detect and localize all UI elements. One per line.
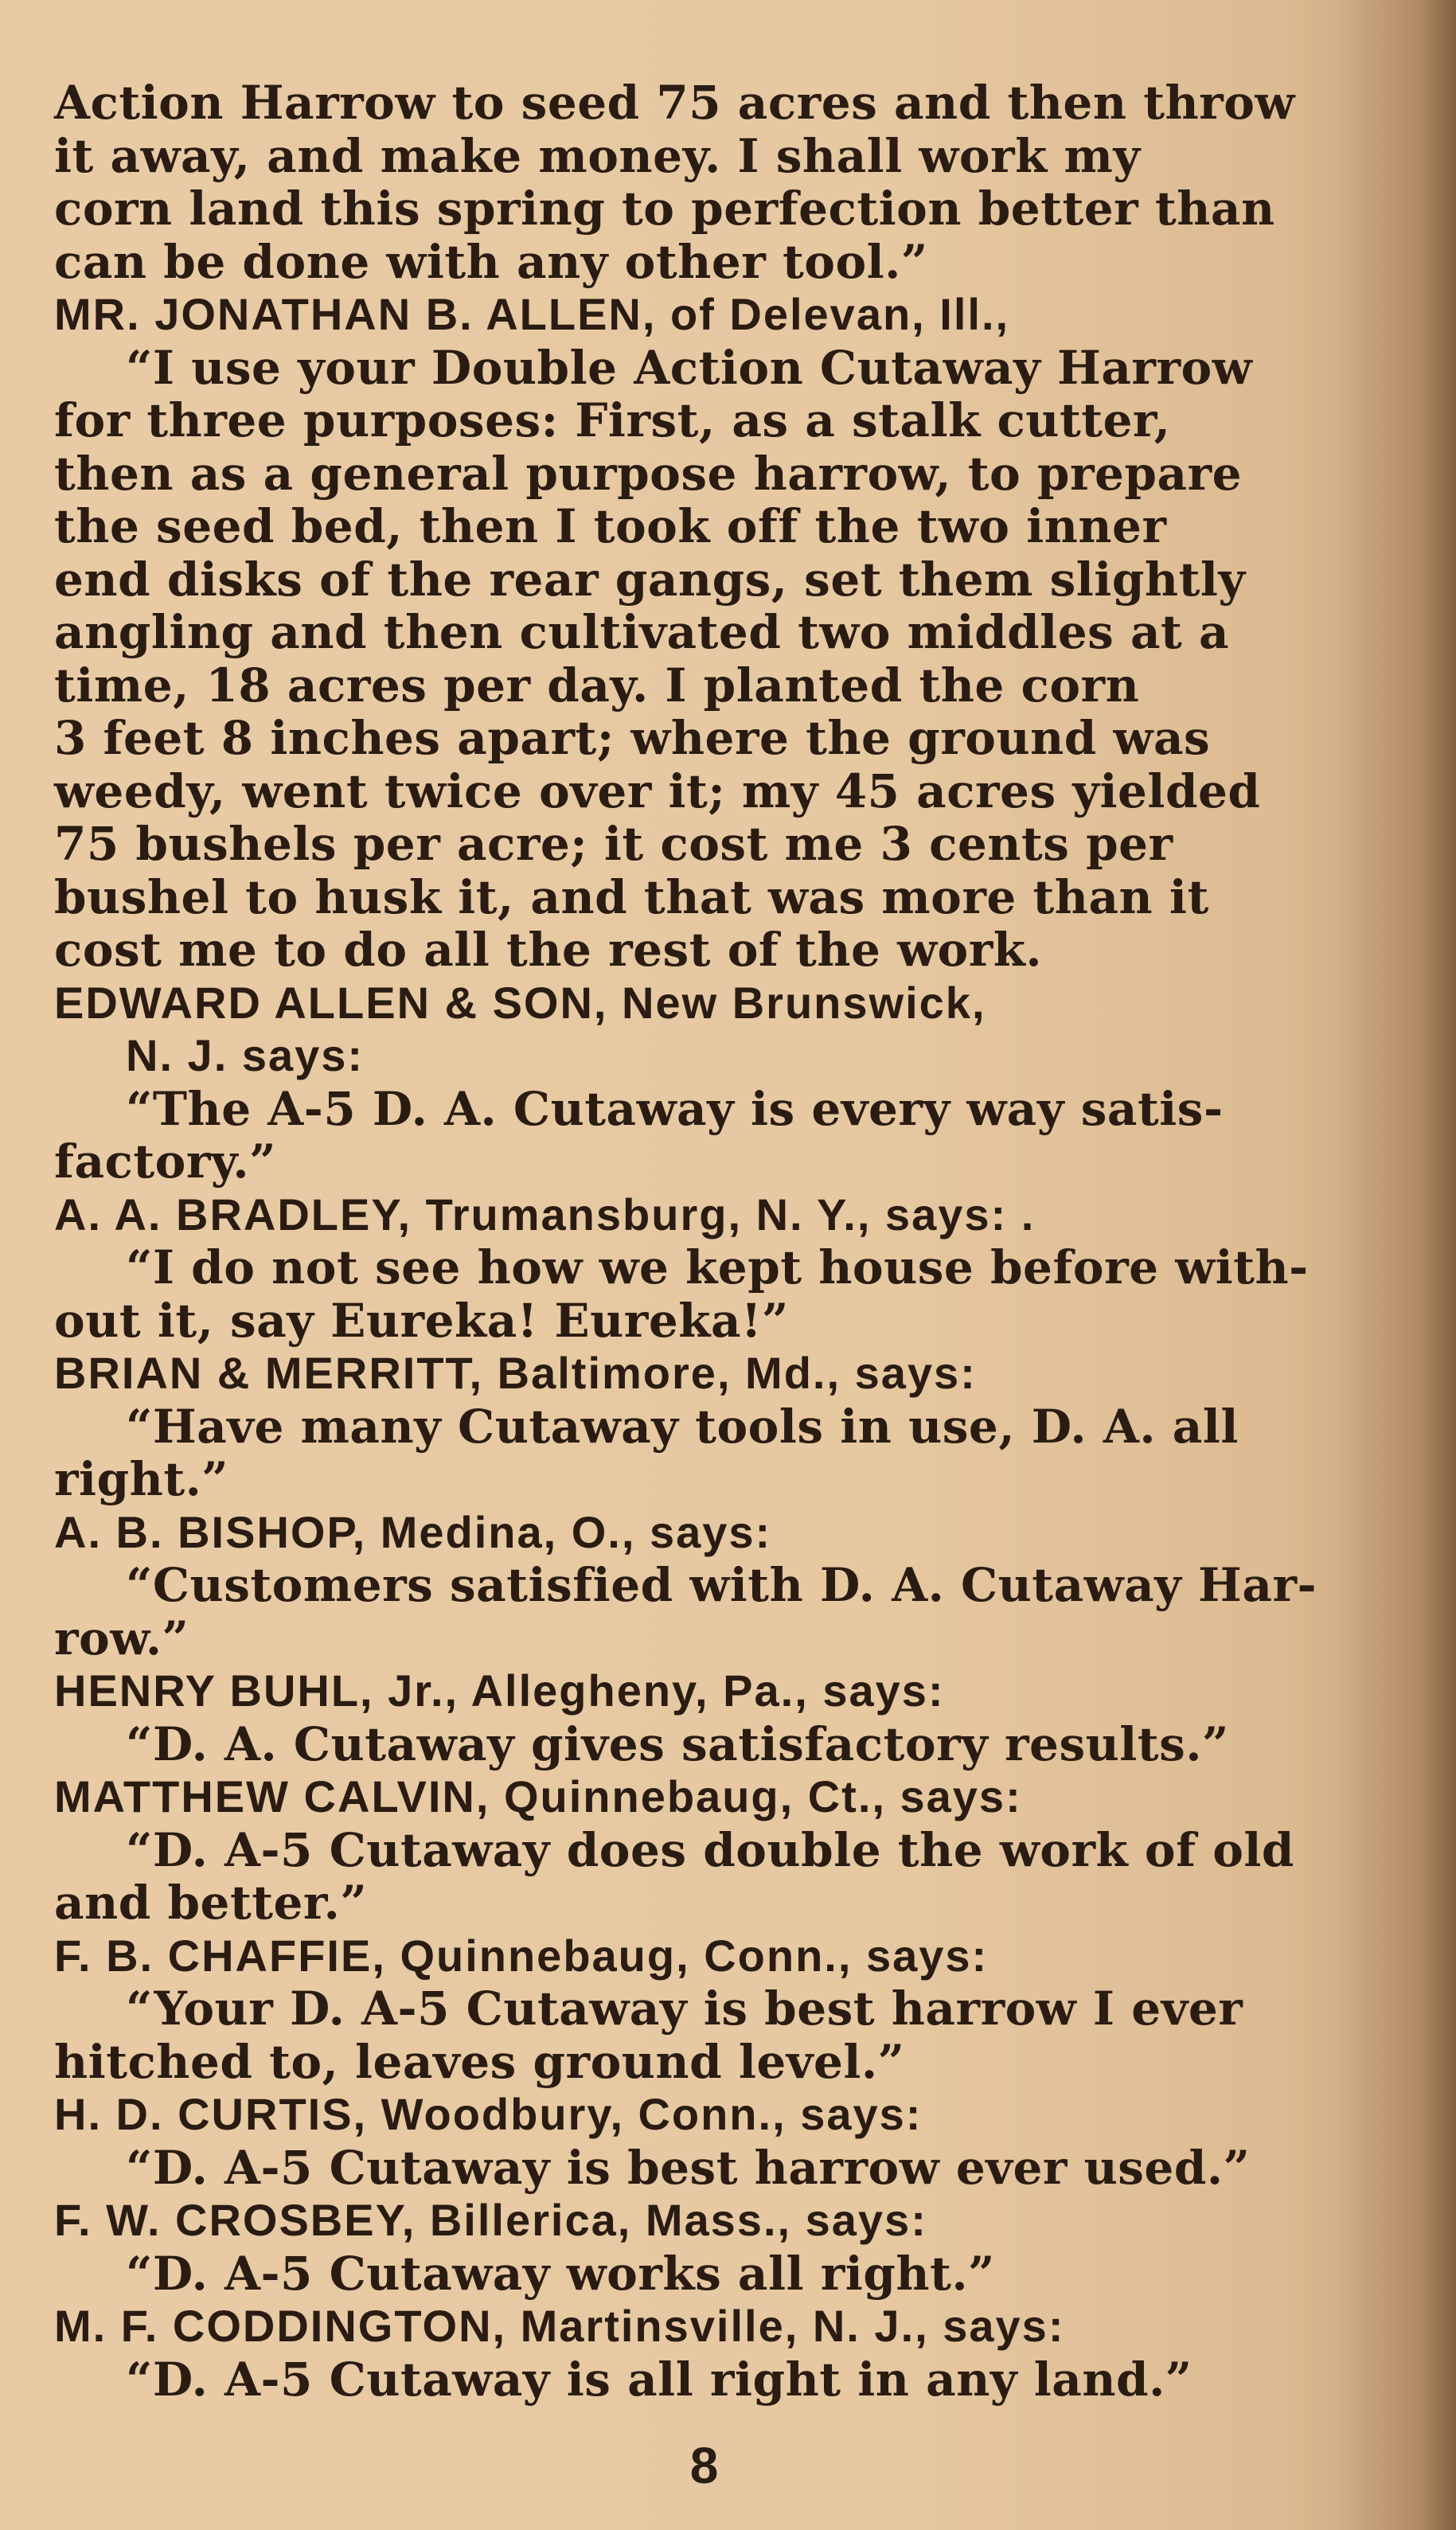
testimonial-text-line: for three purposes: First, as a stalk cutter,: [54, 393, 1171, 447]
testimonial-text-line: out it, say Eureka! Eureka!”: [54, 1293, 789, 1348]
testimonials-text: [54, 76, 1344, 2406]
testimonial-text-line: row.”: [54, 1611, 189, 1665]
testimonial-name-line: MATTHEW CALVIN, Quinnebaug, Ct., says:: [54, 1771, 1022, 1821]
testimonial-text-line: “D. A-5 Cutaway does double the work of old: [126, 1822, 1294, 1877]
testimonial-text-line: 75 bushels per acre; it cost me 3 cents per: [54, 817, 1173, 871]
testimonial-text-line: angling and then cultivated two middles at a: [54, 605, 1230, 659]
testimonial-name-line: H. D. CURTIS, Woodbury, Conn., says:: [54, 2089, 923, 2139]
testimonial-name-line: F. B. CHAFFIE, Quinnebaug, Conn., says:: [54, 1930, 989, 1981]
testimonial-text-line: “The A-5 D. A. Cutaway is every way satis-: [126, 1081, 1224, 1136]
testimonial-text-line: factory.”: [54, 1134, 276, 1189]
page-number: 8: [689, 2437, 719, 2494]
testimonial-name-line: F. W. CROSBEY, Billerica, Mass., says:: [54, 2195, 927, 2245]
testimonial-text-line: corn land this spring to perfection better than: [54, 182, 1275, 236]
testimonial-name-line: BRIAN & MERRITT, Baltimore, Md., says:: [54, 1348, 977, 1398]
testimonial-text-line: “Have many Cutaway tools in use, D. A. all: [126, 1399, 1239, 1454]
testimonial-text-line: hitched to, leaves ground level.”: [54, 2034, 905, 2089]
testimonial-text-line: then as a general purpose harrow, to prepare: [54, 446, 1242, 501]
testimonial-text-line: cost me to do all the rest of the work.: [54, 923, 1043, 977]
testimonial-text-line: can be done with any other tool.”: [54, 234, 928, 289]
testimonial-text-line: “D. A-5 Cutaway works all right.”: [126, 2246, 995, 2301]
testimonial-text-line: it away, and make money. I shall work my: [54, 128, 1141, 183]
testimonial-text-line: “D. A-5 Cutaway is all right in any land.”: [126, 2352, 1193, 2407]
testimonial-text-line: “I do not see how we kept house before with-: [126, 1240, 1309, 1294]
testimonial-text-line: the seed bed, then I took off the two inner: [54, 499, 1167, 553]
testimonial-text-line: “D. A-5 Cutaway is best harrow ever used.”: [126, 2140, 1251, 2195]
testimonial-text-line: Action Harrow to seed 75 acres and then throw: [54, 76, 1295, 130]
testimonial-text-line: right.”: [54, 1452, 229, 1506]
testimonial-text-line: bushel to husk it, and that was more than it: [54, 869, 1209, 924]
testimonial-name-line: A. B. BISHOP, Medina, O., says:: [54, 1506, 772, 1557]
page-edge-shadow: [1337, 0, 1456, 2530]
testimonial-name-line: N. J. says:: [126, 1030, 365, 1080]
testimonial-text-line: end disks of the rear gangs, set them slightly: [54, 552, 1246, 607]
testimonial-name-line: M. F. CODDINGTON, Martinsville, N. J., says:: [54, 2301, 1065, 2351]
testimonial-name-line: A. A. BRADLEY, Trumansburg, N. Y., says: .: [54, 1189, 1036, 1240]
testimonial-text-line: weedy, went twice over it; my 45 acres yielded: [54, 763, 1261, 818]
testimonial-name-line: MR. JONATHAN B. ALLEN, of Delevan, Ill.,: [54, 289, 1010, 339]
testimonial-text-line: “I use your Double Action Cutaway Harrow: [126, 340, 1253, 395]
testimonial-text-line: “Customers satisfied with D. A. Cutaway Har-: [126, 1558, 1317, 1612]
testimonial-text-line: “Your D. A-5 Cutaway is best harrow I ever: [126, 1981, 1243, 2036]
testimonial-text-line: time, 18 acres per day. I planted the corn: [54, 658, 1140, 713]
testimonial-name-line: HENRY BUHL, Jr., Allegheny, Pa., says:: [54, 1665, 945, 1716]
testimonial-name-line: EDWARD ALLEN & SON, New Brunswick,: [54, 977, 986, 1028]
testimonial-text-line: “D. A. Cutaway gives satisfactory results.”: [126, 1716, 1229, 1771]
testimonial-text-line: 3 feet 8 inches apart; where the ground was: [54, 711, 1211, 765]
testimonial-text-line: and better.”: [54, 1876, 368, 1930]
